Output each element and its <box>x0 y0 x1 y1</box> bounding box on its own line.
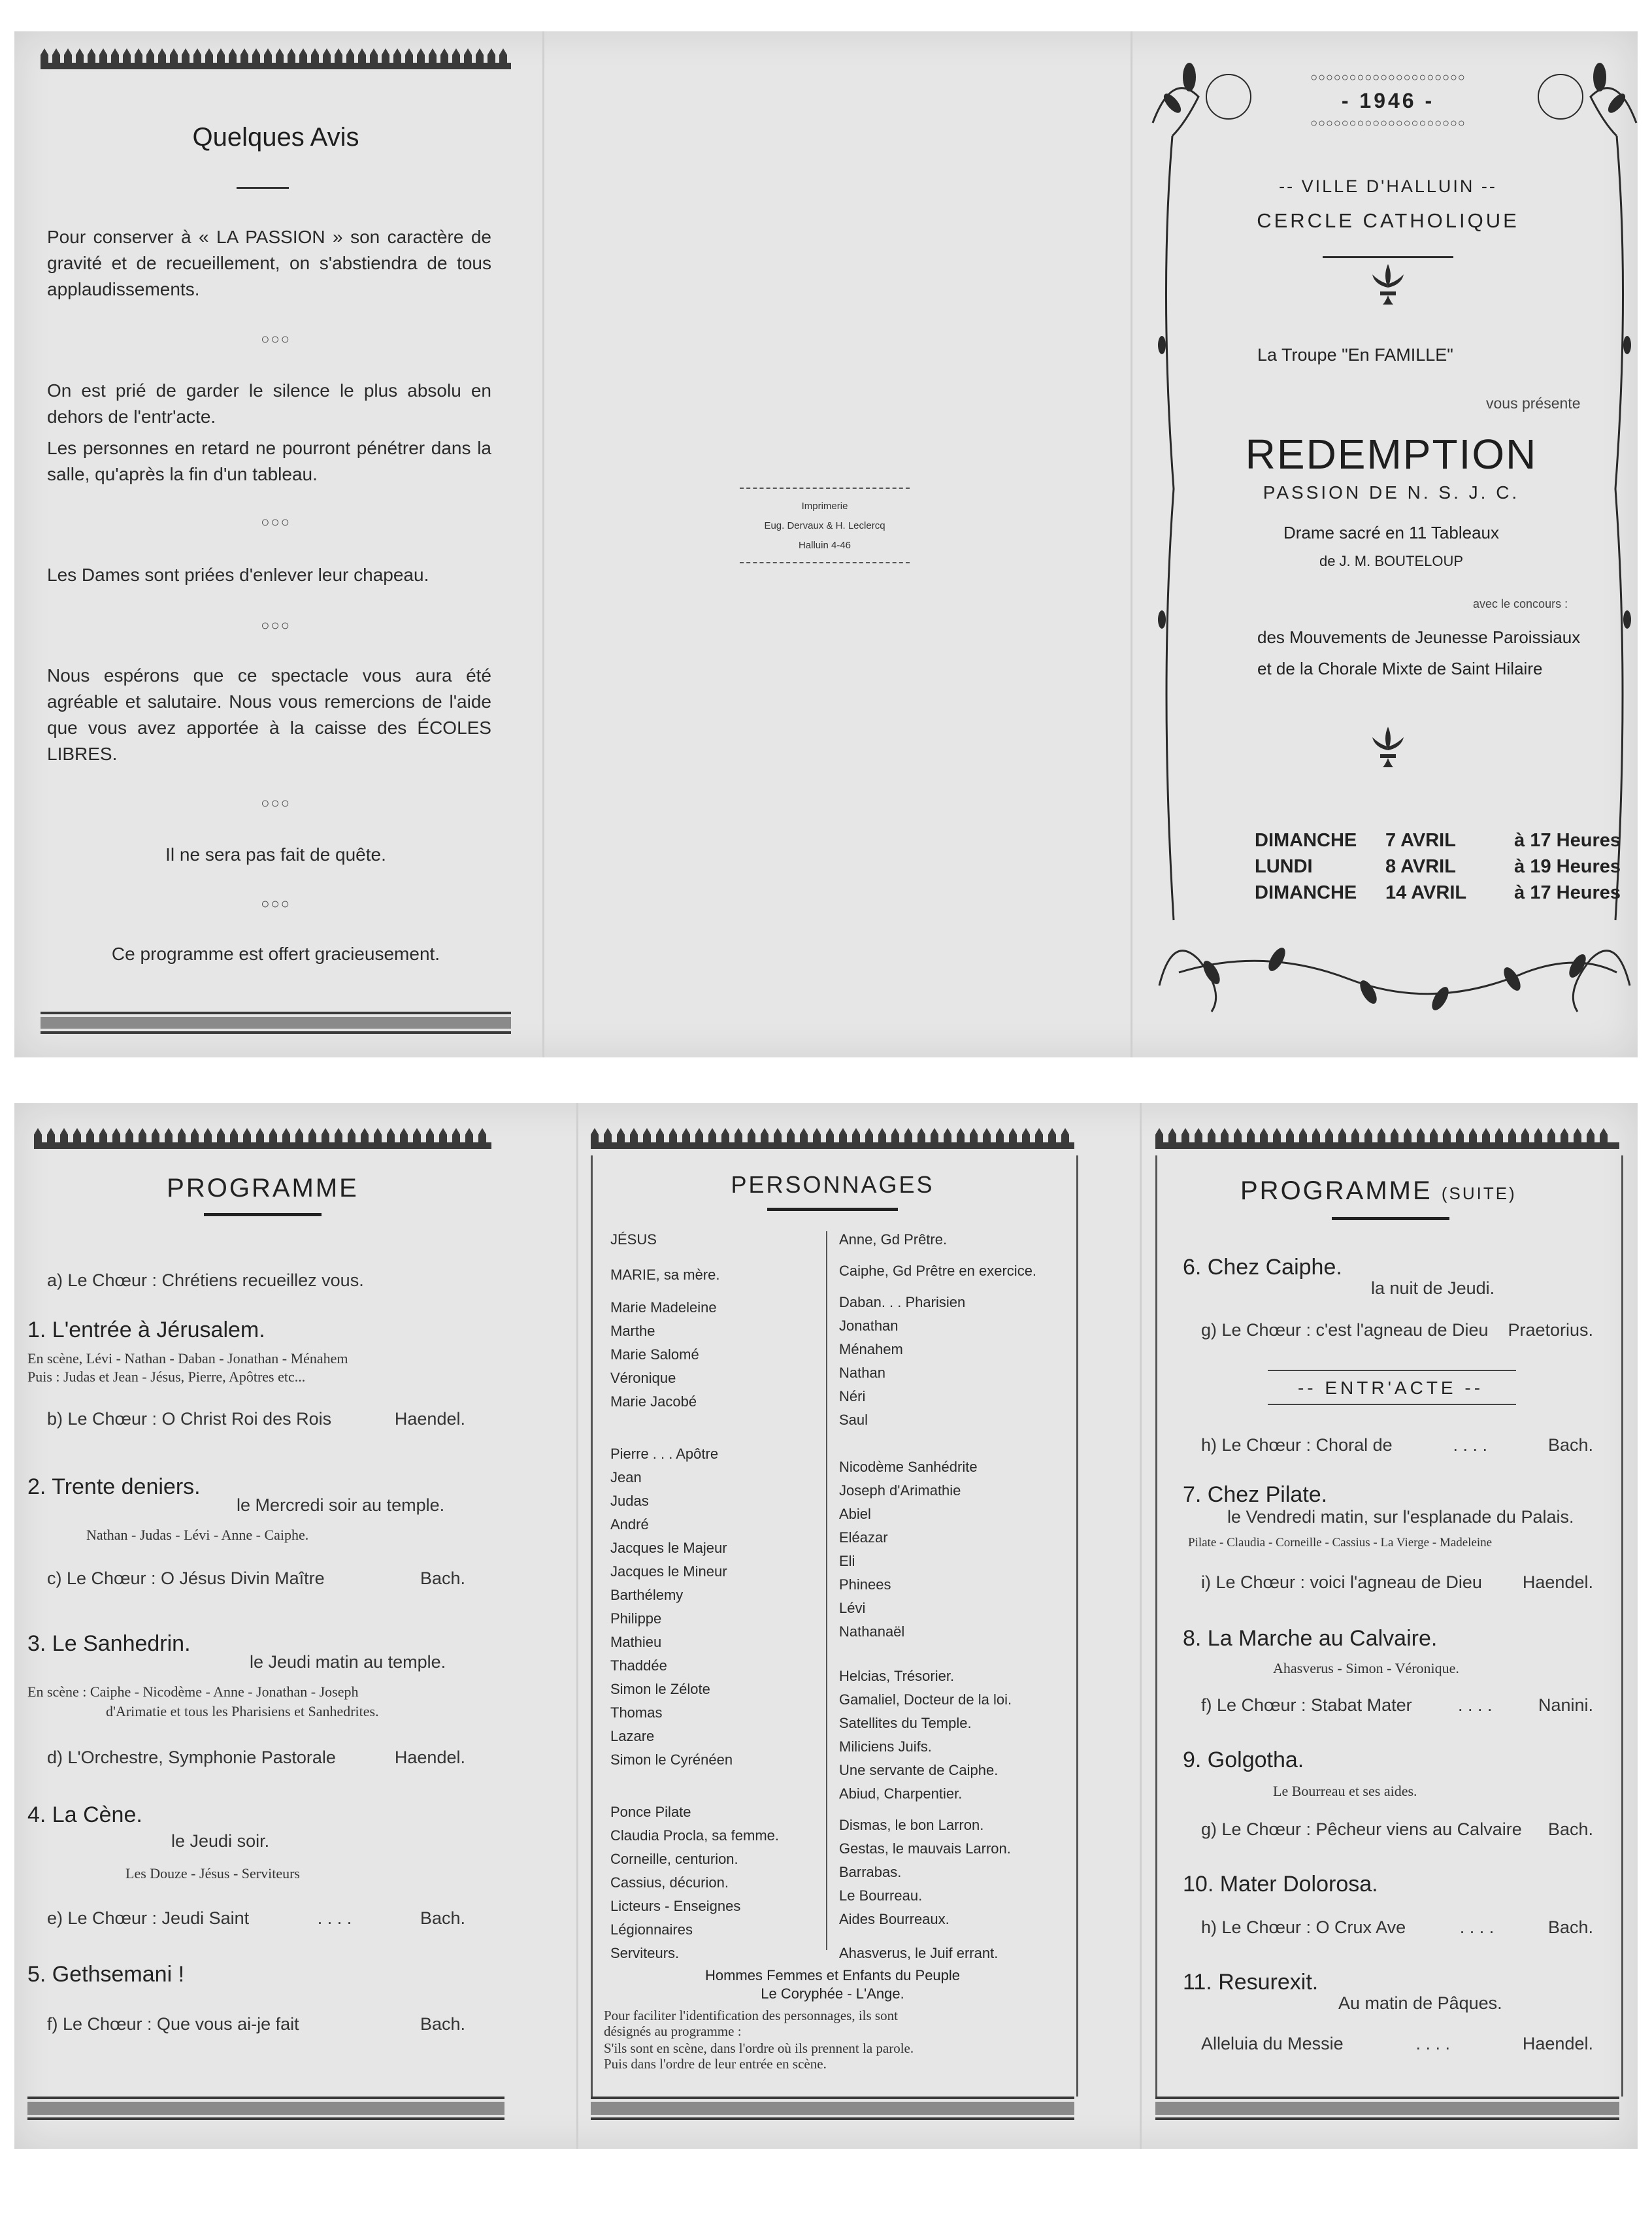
character-name: Légionnaires <box>610 1921 693 1938</box>
character-name: Mathieu <box>610 1634 662 1650</box>
entracte-label: -- ENTR'ACTE -- <box>1297 1378 1484 1398</box>
separator-ornament: ○○○ <box>261 514 291 530</box>
choir-label: f) Le Chœur : Stabat Mater <box>1201 1695 1412 1715</box>
character-name: Judas <box>610 1493 649 1509</box>
date-day: LUNDI <box>1255 856 1313 877</box>
cover-circle: CERCLE CATHOLIQUE <box>1257 209 1519 232</box>
choir-label: g) Le Chœur : c'est l'agneau de Dieu <box>1201 1320 1489 1340</box>
choir-label: i) Le Chœur : voici l'agneau de Dieu <box>1201 1572 1482 1592</box>
date-time: à 17 Heures <box>1514 882 1621 903</box>
character-name: Anne, Gd Prêtre. <box>839 1231 948 1248</box>
character-name: Eli <box>839 1553 855 1569</box>
composer: Bach. <box>420 1568 465 1588</box>
dot-leader: . . . . <box>1459 1917 1495 1937</box>
separator-ornament: ○○○ <box>261 795 291 811</box>
hatched-border-bottom <box>27 2097 504 2121</box>
character-name: Ménahem <box>839 1341 903 1357</box>
tableau-cast: En scène, Lévi - Nathan - Daban - Jonathan - Ménahem <box>27 1350 348 1367</box>
cover-panel <box>1133 31 1638 1057</box>
tableau-title: 8. La Marche au Calvaire. <box>1183 1626 1438 1651</box>
character-name: Abiud, Charpentier. <box>839 1785 963 1802</box>
composer: Bach. <box>1547 1819 1593 1839</box>
date-date: 14 AVRIL <box>1385 882 1467 903</box>
character-name: MARIE, sa mère. <box>610 1267 720 1283</box>
character-name: Thaddée <box>610 1657 667 1674</box>
avis-paragraph: Les personnes en retard ne pourront pénétrer dans la salle, qu'après la fin d'un tableau. <box>47 438 491 484</box>
printer-rule-bottom <box>740 562 910 565</box>
composer: Haendel. <box>394 1409 465 1429</box>
character-name: Eléazar <box>839 1529 888 1546</box>
composer: Haendel. <box>1522 2034 1593 2053</box>
choir-item <box>1201 2034 1593 2054</box>
tableau-subtitle: le Mercredi soir au temple. <box>237 1495 445 1515</box>
character-name: Jean <box>610 1469 642 1485</box>
date-row <box>1255 856 1621 878</box>
character-name: Cassius, décurion. <box>610 1874 729 1891</box>
suite-title-main: PROGRAMME <box>1240 1176 1432 1205</box>
choir-item <box>1201 1320 1593 1340</box>
column-divider <box>826 1231 827 1950</box>
cover-author: de J. M. BOUTELOUP <box>1319 553 1464 569</box>
avis-panel <box>14 31 537 1057</box>
character-name: Abiel <box>839 1506 871 1522</box>
choir-label: b) Le Chœur : O Christ Roi des Rois <box>47 1409 332 1429</box>
date-day: DIMANCHE <box>1255 830 1357 851</box>
identification-note: S'ils sont en scène, dans l'ordre où ils prennent la parole. <box>604 2040 914 2056</box>
choir-label: g) Le Chœur : Pêcheur viens au Calvaire <box>1201 1819 1522 1839</box>
cover-city: -- VILLE D'HALLUIN -- <box>1279 176 1497 196</box>
date-date: 8 AVRIL <box>1385 856 1456 877</box>
character-name: Helcias, Trésorier. <box>839 1668 955 1684</box>
character-name: Jonathan <box>839 1318 899 1334</box>
cover-movement: des Mouvements de Jeunesse Paroissiaux <box>1257 627 1581 647</box>
character-name: Caiphe, Gd Prêtre en exercice. <box>839 1263 1037 1279</box>
date-day: DIMANCHE <box>1255 882 1357 903</box>
character-name: Jacques le Mineur <box>610 1563 727 1580</box>
character-name: Gestas, le mauvais Larron. <box>839 1840 1011 1857</box>
tableau-subtitle: la nuit de Jeudi. <box>1371 1278 1495 1298</box>
brochure-outer-sheet <box>14 31 1638 1057</box>
title-rule <box>204 1213 322 1216</box>
date-row <box>1255 882 1621 904</box>
character-name: Barrabas. <box>839 1864 902 1880</box>
character-name: Satellites du Temple. <box>839 1715 972 1731</box>
character-name: André <box>610 1516 649 1533</box>
tableau-cast: Le Bourreau et ses aides. <box>1273 1783 1417 1799</box>
characters-footer: Hommes Femmes et Enfants du Peuple <box>704 1967 961 1983</box>
composer: Bach. <box>1547 1917 1593 1937</box>
character-name: Joseph d'Arimathie <box>839 1482 961 1499</box>
character-name: Marie Jacobé <box>610 1393 697 1410</box>
character-name: Marthe <box>610 1323 655 1339</box>
entracte-rule <box>1268 1370 1516 1371</box>
brochure-inner-sheet <box>14 1103 1638 2149</box>
choir-item <box>1201 1695 1593 1716</box>
character-name: Simon le Cyrénéen <box>610 1751 733 1768</box>
characters-footer: Le Coryphée - L'Ange. <box>761 1985 904 2002</box>
character-name: Miliciens Juifs. <box>839 1738 932 1755</box>
hatched-border-bottom <box>1155 2097 1619 2121</box>
entracte-rule <box>1268 1404 1516 1405</box>
title-rule <box>1332 1217 1449 1220</box>
character-name: Thomas <box>610 1704 663 1721</box>
tableau-subtitle: le Vendredi matin, sur l'esplanade du Palais. <box>1227 1507 1574 1527</box>
tableau-title: 3. Le Sanhedrin. <box>27 1631 191 1656</box>
character-name: Jacques le Majeur <box>610 1540 727 1556</box>
date-row <box>1255 830 1621 852</box>
choir-label: h) Le Chœur : Choral de <box>1201 1435 1393 1455</box>
tableau-cast: d'Arimatie et tous les Pharisiens et Sanhedrites. <box>106 1703 379 1719</box>
programme-title: PROGRAMME <box>167 1174 359 1202</box>
tableau-cast: Pilate - Claudia - Corneille - Cassius - La Vierge - Madeleine <box>1188 1536 1493 1550</box>
avis-paragraph: Nous espérons que ce spectacle vous aura été agréable et salutaire. Nous vous remercions de l'aide que vous avez apportée à la caisse des ÉCOLES LIBRES. <box>47 665 491 764</box>
character-name: JÉSUS <box>610 1231 657 1248</box>
tableau-title: 4. La Cène. <box>27 1802 142 1827</box>
dot-leader: . . . . <box>317 1908 352 1928</box>
characters-left-column <box>610 1103 826 2018</box>
avis-paragraph: Les Dames sont priées d'enlever leur chapeau. <box>47 565 429 585</box>
separator-ornament: ○○○ <box>261 617 291 633</box>
tableau-title: 2. Trente deniers. <box>27 1474 201 1499</box>
personnages-panel <box>578 1103 1140 2149</box>
tableau-title: 7. Chez Pilate. <box>1183 1482 1328 1507</box>
suite-title <box>1240 1176 1517 1206</box>
tableau-cast: Ahasverus - Simon - Véronique. <box>1273 1660 1459 1676</box>
character-name: Claudia Procla, sa femme. <box>610 1827 779 1844</box>
dot-leader: . . . . <box>1458 1695 1493 1715</box>
printer-line: Halluin 4-46 <box>798 540 851 551</box>
cover-presents: vous présente <box>1486 395 1581 412</box>
composer: Bach. <box>420 2014 465 2034</box>
character-name: Daban. . . Pharisien <box>839 1294 966 1310</box>
character-name: Marie Salomé <box>610 1346 699 1363</box>
avis-paragraph: Ce programme est offert gracieusement. <box>111 944 440 964</box>
tableau-subtitle: le Jeudi soir. <box>171 1831 270 1851</box>
avis-paragraph: Il ne sera pas fait de quête. <box>165 844 386 865</box>
printer-panel <box>544 31 1131 1057</box>
programme-panel <box>14 1103 537 2149</box>
choir-label: e) Le Chœur : Jeudi Saint <box>47 1908 250 1928</box>
avis-paragraph: Pour conserver à « LA PASSION » son caractère de gravité et de recueillement, on s'abstiendra de tous applaudissements. <box>47 227 491 299</box>
character-name: Lazare <box>610 1728 655 1744</box>
tableau-cast: Les Douze - Jésus - Serviteurs <box>125 1865 300 1882</box>
tableau-title: 11. Resurexit. <box>1183 1970 1319 1995</box>
identification-note: désignés au programme : <box>604 2023 742 2039</box>
cover-movement: et de la Chorale Mixte de Saint Hilaire <box>1257 659 1543 678</box>
choir-item <box>47 1908 465 1929</box>
composer: Nanini. <box>1538 1695 1593 1715</box>
scalloped-border-top <box>34 1123 491 1153</box>
hatched-border-bottom <box>591 2097 1074 2121</box>
character-name: Lévi <box>839 1600 866 1616</box>
separator-ornament: ○○○ <box>261 331 291 347</box>
dot-leader: . . . . <box>1453 1435 1488 1455</box>
ornament-chain: ○○○○○○○○○○○○○○○○○○○○ <box>1310 116 1466 129</box>
choir-item <box>1201 1819 1593 1840</box>
choir-item: a) Le Chœur : Chrétiens recueillez vous. <box>47 1270 364 1290</box>
tableau-cast: Puis : Judas et Jean - Jésus, Pierre, Apôtres etc... <box>27 1368 306 1385</box>
printer-line: Eug. Dervaux & H. Leclercq <box>764 520 885 531</box>
date-time: à 17 Heures <box>1514 830 1621 851</box>
cover-troupe: La Troupe "En FAMILLE" <box>1257 345 1453 365</box>
ornament-chain: ○○○○○○○○○○○○○○○○○○○○ <box>1310 71 1466 84</box>
cover-concours: avec le concours : <box>1473 597 1568 610</box>
character-name: Néri <box>839 1388 866 1404</box>
character-name: Le Bourreau. <box>839 1887 923 1904</box>
character-name: Ahasverus, le Juif errant. <box>839 1945 999 1961</box>
composer: Praetorius. <box>1508 1320 1593 1340</box>
cover-year: - 1946 - <box>1341 89 1435 112</box>
tableau-subtitle: Au matin de Pâques. <box>1338 1993 1502 2013</box>
choir-item <box>47 2014 465 2034</box>
composer: Haendel. <box>394 1748 465 1767</box>
composer: Bach. <box>1547 1435 1593 1455</box>
character-name: Saul <box>839 1412 868 1428</box>
cover-subtitle: PASSION DE N. S. J. C. <box>1263 482 1520 503</box>
choir-item <box>47 1409 465 1429</box>
choir-item <box>1201 1435 1593 1455</box>
tableau-title: 10. Mater Dolorosa. <box>1183 1872 1378 1897</box>
cover-drama: Drame sacré en 11 Tableaux <box>1283 523 1499 542</box>
printer-line: Imprimerie <box>801 501 848 512</box>
identification-note: Puis dans l'ordre de leur entrée en scène. <box>604 2056 827 2072</box>
tableau-title: 9. Golgotha. <box>1183 1748 1304 1772</box>
choir-item <box>1201 1572 1593 1593</box>
avis-title: Quelques Avis <box>192 123 359 152</box>
cover-title: REDEMPTION <box>1245 431 1538 478</box>
fleur-de-lis-icon <box>1368 724 1408 770</box>
choir-item <box>47 1568 465 1589</box>
characters-right-column <box>839 1103 1061 2018</box>
choir-label: h) Le Chœur : O Crux Ave <box>1201 1917 1406 1937</box>
character-name: Une servante de Caiphe. <box>839 1762 999 1778</box>
identification-note: Pour faciliter l'identification des personnages, ils sont <box>604 2008 898 2023</box>
printer-rule-top <box>740 488 910 490</box>
separator-ornament: ○○○ <box>261 895 291 912</box>
character-name: Véronique <box>610 1370 676 1386</box>
cover-rule <box>1323 256 1453 258</box>
choir-label: d) L'Orchestre, Symphonie Pastorale <box>47 1748 336 1767</box>
character-name: Nicodème Sanhédrite <box>839 1459 978 1475</box>
character-name: Serviteurs. <box>610 1945 680 1961</box>
choir-label: c) Le Chœur : O Jésus Divin Maître <box>47 1568 325 1588</box>
tableau-subtitle: le Jeudi matin au temple. <box>250 1652 446 1672</box>
character-name: Ponce Pilate <box>610 1804 691 1820</box>
programme-suite-panel <box>1142 1103 1638 2149</box>
character-name: Nathanaël <box>839 1623 905 1640</box>
scalloped-border-top <box>41 43 511 73</box>
character-name: Aides Bourreaux. <box>839 1911 950 1927</box>
character-name: Pierre . . . Apôtre <box>610 1446 719 1462</box>
character-name: Licteurs - Enseignes <box>610 1898 741 1914</box>
choir-label: f) Le Chœur : Que vous ai-je fait <box>47 2014 299 2034</box>
character-name: Gamaliel, Docteur de la loi. <box>839 1691 1012 1708</box>
composer: Haendel. <box>1522 1572 1593 1592</box>
date-date: 7 AVRIL <box>1385 830 1456 851</box>
composer: Bach. <box>420 1908 465 1928</box>
tableau-title: 6. Chez Caiphe. <box>1183 1255 1342 1280</box>
character-name: Corneille, centurion. <box>610 1851 738 1867</box>
title-rule <box>237 187 289 189</box>
dot-leader: . . . . <box>1415 2034 1451 2053</box>
character-name: Philippe <box>610 1610 662 1627</box>
character-name: Phinees <box>839 1576 891 1593</box>
tableau-title: 5. Gethsemani ! <box>27 1962 185 1987</box>
choir-item <box>1201 1917 1593 1938</box>
date-time: à 19 Heures <box>1514 856 1621 877</box>
fleur-de-lis-icon <box>1368 261 1408 307</box>
fold-line <box>1140 1103 1142 2149</box>
suite-title-suffix: (SUITE) <box>1441 1184 1517 1203</box>
personnages-title: PERSONNAGES <box>731 1171 934 1198</box>
character-name: Marie Madeleine <box>610 1299 717 1316</box>
tableau-cast: Nathan - Judas - Lévi - Anne - Caiphe. <box>86 1527 309 1543</box>
choir-label: Alleluia du Messie <box>1201 2034 1344 2053</box>
hatched-border-bottom <box>41 1012 511 1035</box>
character-name: Simon le Zélote <box>610 1681 710 1697</box>
scalloped-border-top <box>1155 1123 1619 1153</box>
tableau-cast: En scène : Caiphe - Nicodème - Anne - Jonathan - Joseph <box>27 1683 359 1700</box>
choir-item <box>47 1748 465 1768</box>
character-name: Barthélemy <box>610 1587 684 1603</box>
avis-paragraph: On est prié de garder le silence le plus absolu en dehors de l'entr'acte. <box>47 380 491 427</box>
fold-line <box>1131 31 1132 1057</box>
character-name: Nathan <box>839 1365 885 1381</box>
tableau-title: 1. L'entrée à Jérusalem. <box>27 1318 265 1342</box>
character-name: Dismas, le bon Larron. <box>839 1817 984 1833</box>
